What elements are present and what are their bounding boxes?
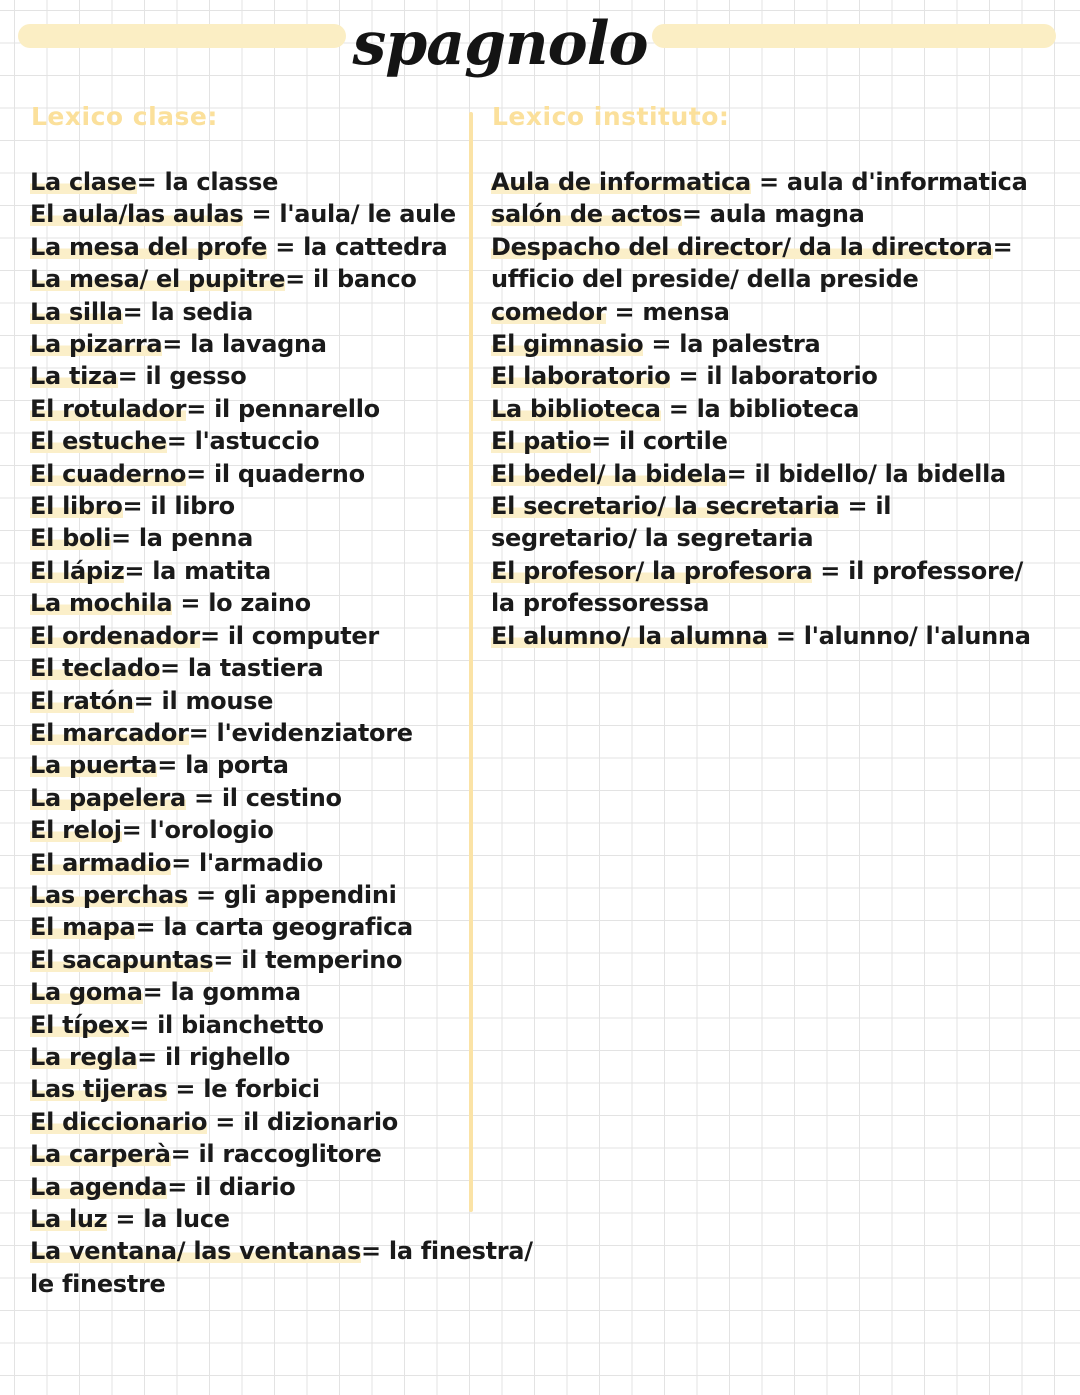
spanish-term: El secretario/ la secretaria	[491, 492, 840, 521]
equals-separator: =	[142, 978, 171, 1007]
spanish-term: El reloj	[30, 816, 122, 845]
spanish-term: El mapa	[30, 913, 136, 942]
vocab-line	[30, 1106, 590, 1138]
equals-separator: =	[167, 1172, 196, 1201]
equals-separator: =	[160, 654, 188, 683]
equals-separator: =	[111, 524, 139, 553]
vocab-line	[491, 425, 1076, 457]
italian-term: la tastiera	[187, 654, 324, 683]
equals-separator: =	[185, 783, 222, 812]
spanish-term: El rotulador	[30, 394, 187, 423]
spanish-term: La puerta	[30, 751, 158, 780]
equals-separator: =	[186, 459, 214, 488]
vocab-line	[491, 490, 1076, 522]
spanish-term: Despacho del director/ da la directora	[491, 232, 993, 261]
italian-term: l'orologio	[149, 816, 274, 845]
equals-separator: =	[726, 459, 755, 488]
italian-term: il temperino	[241, 945, 403, 974]
vocab-line	[491, 360, 1076, 392]
equals-separator: =	[606, 297, 643, 326]
equals-separator: =	[135, 913, 164, 942]
vocab-line	[30, 1009, 590, 1041]
spanish-term: El aula/las aulas	[30, 200, 244, 229]
italian-term: l'evidenziatore	[216, 718, 413, 747]
vocab-line	[30, 1138, 590, 1170]
spanish-term: Las perchas	[30, 880, 188, 909]
equals-separator: =	[121, 816, 150, 845]
spanish-term: El ratón	[30, 686, 134, 715]
vocab-line	[491, 263, 1076, 295]
equals-separator: =	[107, 1205, 144, 1233]
italian-term: il raccoglitore	[198, 1140, 382, 1169]
spanish-term: El ordenador	[30, 621, 200, 650]
spanish-term: El diccionario	[30, 1107, 208, 1136]
vocab-line	[30, 685, 590, 717]
vocab-line	[30, 1203, 590, 1235]
washi-tape-right	[652, 24, 1056, 48]
spanish-term: La papelera	[30, 783, 186, 812]
spanish-term: La regla	[30, 1042, 138, 1071]
italian-term: il pennarello	[214, 394, 380, 423]
italian-term: il dizionario	[243, 1107, 398, 1136]
spanish-term: comedor	[491, 297, 607, 326]
italian-term: la professoressa	[491, 589, 710, 618]
spanish-term: El lápiz	[30, 556, 125, 585]
spanish-term: El teclado	[30, 654, 161, 683]
italian-term: l'alunno/ l'alunna	[803, 621, 1031, 650]
vocab-line	[491, 198, 1076, 230]
vocab-line	[491, 458, 1076, 490]
italian-term: aula magna	[709, 200, 865, 229]
italian-term: il diario	[195, 1172, 296, 1201]
spanish-term: La carperà	[30, 1140, 171, 1169]
italian-term: gli appendini	[223, 880, 397, 909]
italian-term: il cestino	[221, 783, 342, 812]
italian-term: il mouse	[161, 686, 274, 715]
equals-separator: =	[767, 621, 804, 650]
vocab-line	[30, 717, 590, 749]
vocab-line	[30, 814, 590, 846]
vocab-line	[30, 1041, 590, 1073]
spanish-term: Aula de informatica	[491, 168, 751, 196]
italian-term: il professore/	[848, 556, 1023, 585]
section-heading-classroom: Lexico clase:	[31, 102, 218, 131]
italian-term: la palestra	[679, 330, 821, 359]
equals-separator: =	[122, 492, 151, 521]
equals-separator: =	[186, 394, 215, 423]
italian-term: l'armadio	[198, 848, 323, 877]
italian-term: la lavagna	[190, 330, 327, 359]
spanish-term: La mochila	[30, 589, 173, 618]
vocab-line	[30, 782, 590, 814]
spanish-term: El boli	[30, 524, 111, 553]
equals-separator: =	[188, 718, 217, 747]
equals-separator: =	[129, 1010, 158, 1039]
italian-term: l'aula/ le aule	[279, 200, 456, 229]
vocab-line	[30, 879, 590, 911]
spanish-term: Las tijeras	[30, 1075, 168, 1104]
italian-term: mensa	[642, 297, 730, 326]
spanish-term: La luz	[30, 1205, 108, 1233]
equals-separator: =	[681, 200, 710, 229]
equals-separator: =	[133, 686, 162, 715]
equals-separator: =	[750, 168, 787, 196]
italian-term: la cattedra	[303, 232, 448, 261]
page-title: spagnolo	[352, 9, 648, 79]
vocab-line	[30, 976, 590, 1008]
italian-term: la carta geografica	[163, 913, 413, 942]
spanish-term: El sacapuntas	[30, 945, 214, 974]
equals-separator: =	[839, 492, 876, 521]
vocab-line	[491, 522, 1076, 554]
spanish-term: La clase	[30, 168, 137, 196]
equals-separator: =	[172, 589, 209, 618]
equals-separator: =	[213, 945, 242, 974]
equals-separator: =	[285, 265, 314, 294]
spanish-term: El profesor/ la profesora	[491, 556, 813, 585]
italian-term: il libro	[150, 492, 235, 521]
spanish-term: El libro	[30, 492, 123, 521]
italian-term: l'astuccio	[194, 427, 320, 456]
italian-term: il	[875, 492, 892, 521]
spanish-term: salón de actos	[491, 200, 682, 229]
equals-separator: =	[361, 1237, 389, 1266]
vocab-line	[491, 231, 1076, 263]
italian-term: le finestre	[30, 1269, 166, 1298]
equals-separator: =	[267, 232, 304, 261]
spanish-term: El marcador	[30, 718, 189, 747]
spanish-term: El armadio	[30, 848, 172, 877]
equals-separator: =	[167, 1075, 204, 1104]
spanish-term: El laboratorio	[491, 362, 671, 391]
vocab-line	[30, 1073, 590, 1105]
equals-separator: =	[162, 330, 191, 359]
italian-term: la penna	[138, 524, 254, 553]
spanish-term: El estuche	[30, 427, 167, 456]
italian-term: segretario/ la segretaria	[491, 524, 814, 553]
equals-separator: =	[117, 362, 146, 391]
spanish-term: El típex	[30, 1010, 130, 1039]
italian-term: il gesso	[145, 362, 247, 391]
equals-separator: =	[157, 751, 186, 780]
washi-tape-left	[18, 24, 346, 48]
vocab-line	[491, 620, 1076, 652]
spanish-term: La goma	[30, 978, 143, 1007]
spanish-term: El alumno/ la alumna	[491, 621, 768, 650]
equals-separator: =	[207, 1107, 244, 1136]
equals-separator: =	[166, 427, 195, 456]
vocab-line	[30, 1268, 590, 1300]
vocab-line	[491, 555, 1076, 587]
equals-separator: =	[660, 394, 697, 423]
spanish-term: El patio	[491, 427, 592, 456]
vocab-line	[30, 749, 590, 781]
equals-separator: =	[812, 556, 849, 585]
school-vocabulary-list	[491, 166, 1076, 652]
equals-separator: =	[170, 1140, 199, 1169]
vocab-line	[30, 944, 590, 976]
spanish-term: La ventana/ las ventanas	[30, 1237, 362, 1266]
equals-separator: =	[137, 1042, 166, 1071]
italian-term: la biblioteca	[696, 394, 860, 423]
vocab-line	[491, 296, 1076, 328]
spanish-term: El bedel/ la bidela	[491, 459, 727, 488]
italian-term: il bidello/ la bidella	[754, 459, 1006, 488]
equals-separator: =	[670, 362, 707, 391]
italian-term: il banco	[313, 265, 417, 294]
spanish-term: La agenda	[30, 1172, 168, 1201]
italian-term: aula d'informatica	[786, 168, 1028, 196]
italian-term: ufficio del preside/ della preside	[491, 265, 919, 294]
italian-term: il computer	[227, 621, 379, 650]
italian-term: lo zaino	[208, 589, 311, 618]
vocab-line	[30, 1171, 590, 1203]
italian-term: la finestra/	[388, 1237, 533, 1266]
section-heading-school: Lexico instituto:	[492, 102, 730, 131]
spanish-term: La biblioteca	[491, 394, 661, 423]
equals-separator: =	[243, 200, 280, 229]
spanish-term: La silla	[30, 297, 123, 326]
italian-term: il laboratorio	[706, 362, 878, 391]
italian-term: la sedia	[150, 297, 254, 326]
spanish-term: La mesa del profe	[30, 232, 268, 261]
equals-separator: =	[187, 880, 224, 909]
italian-term: il quaderno	[213, 459, 365, 488]
italian-term: la matita	[152, 556, 271, 585]
vocab-line	[30, 911, 590, 943]
equals-separator: =	[136, 168, 165, 196]
equals-separator: =	[199, 621, 228, 650]
equals-separator: =	[171, 848, 199, 877]
italian-term: il bianchetto	[157, 1010, 324, 1039]
italian-term: le forbici	[203, 1075, 320, 1104]
spanish-term: El cuaderno	[30, 459, 187, 488]
spanish-term: El gimnasio	[491, 330, 644, 359]
italian-term: il righello	[165, 1042, 291, 1071]
equals-separator: =	[124, 556, 153, 585]
vocab-line	[30, 847, 590, 879]
equals-separator: =	[591, 427, 620, 456]
italian-term: la gomma	[170, 978, 301, 1007]
equals-separator: =	[122, 297, 151, 326]
equals-separator: =	[992, 232, 1013, 261]
vocab-line	[491, 587, 1076, 619]
spanish-term: La pizarra	[30, 330, 163, 359]
equals-separator: =	[643, 330, 680, 359]
spanish-term: La tiza	[30, 362, 118, 391]
vocab-line	[491, 393, 1076, 425]
vocab-line	[30, 1235, 590, 1267]
spanish-term: La mesa/ el pupitre	[30, 265, 286, 294]
vocab-line	[491, 328, 1076, 360]
vocab-line	[491, 166, 1076, 198]
italian-term: la classe	[164, 168, 279, 196]
vocab-line	[30, 652, 590, 684]
italian-term: la luce	[143, 1205, 230, 1233]
italian-term: la porta	[185, 751, 289, 780]
italian-term: il cortile	[619, 427, 728, 456]
